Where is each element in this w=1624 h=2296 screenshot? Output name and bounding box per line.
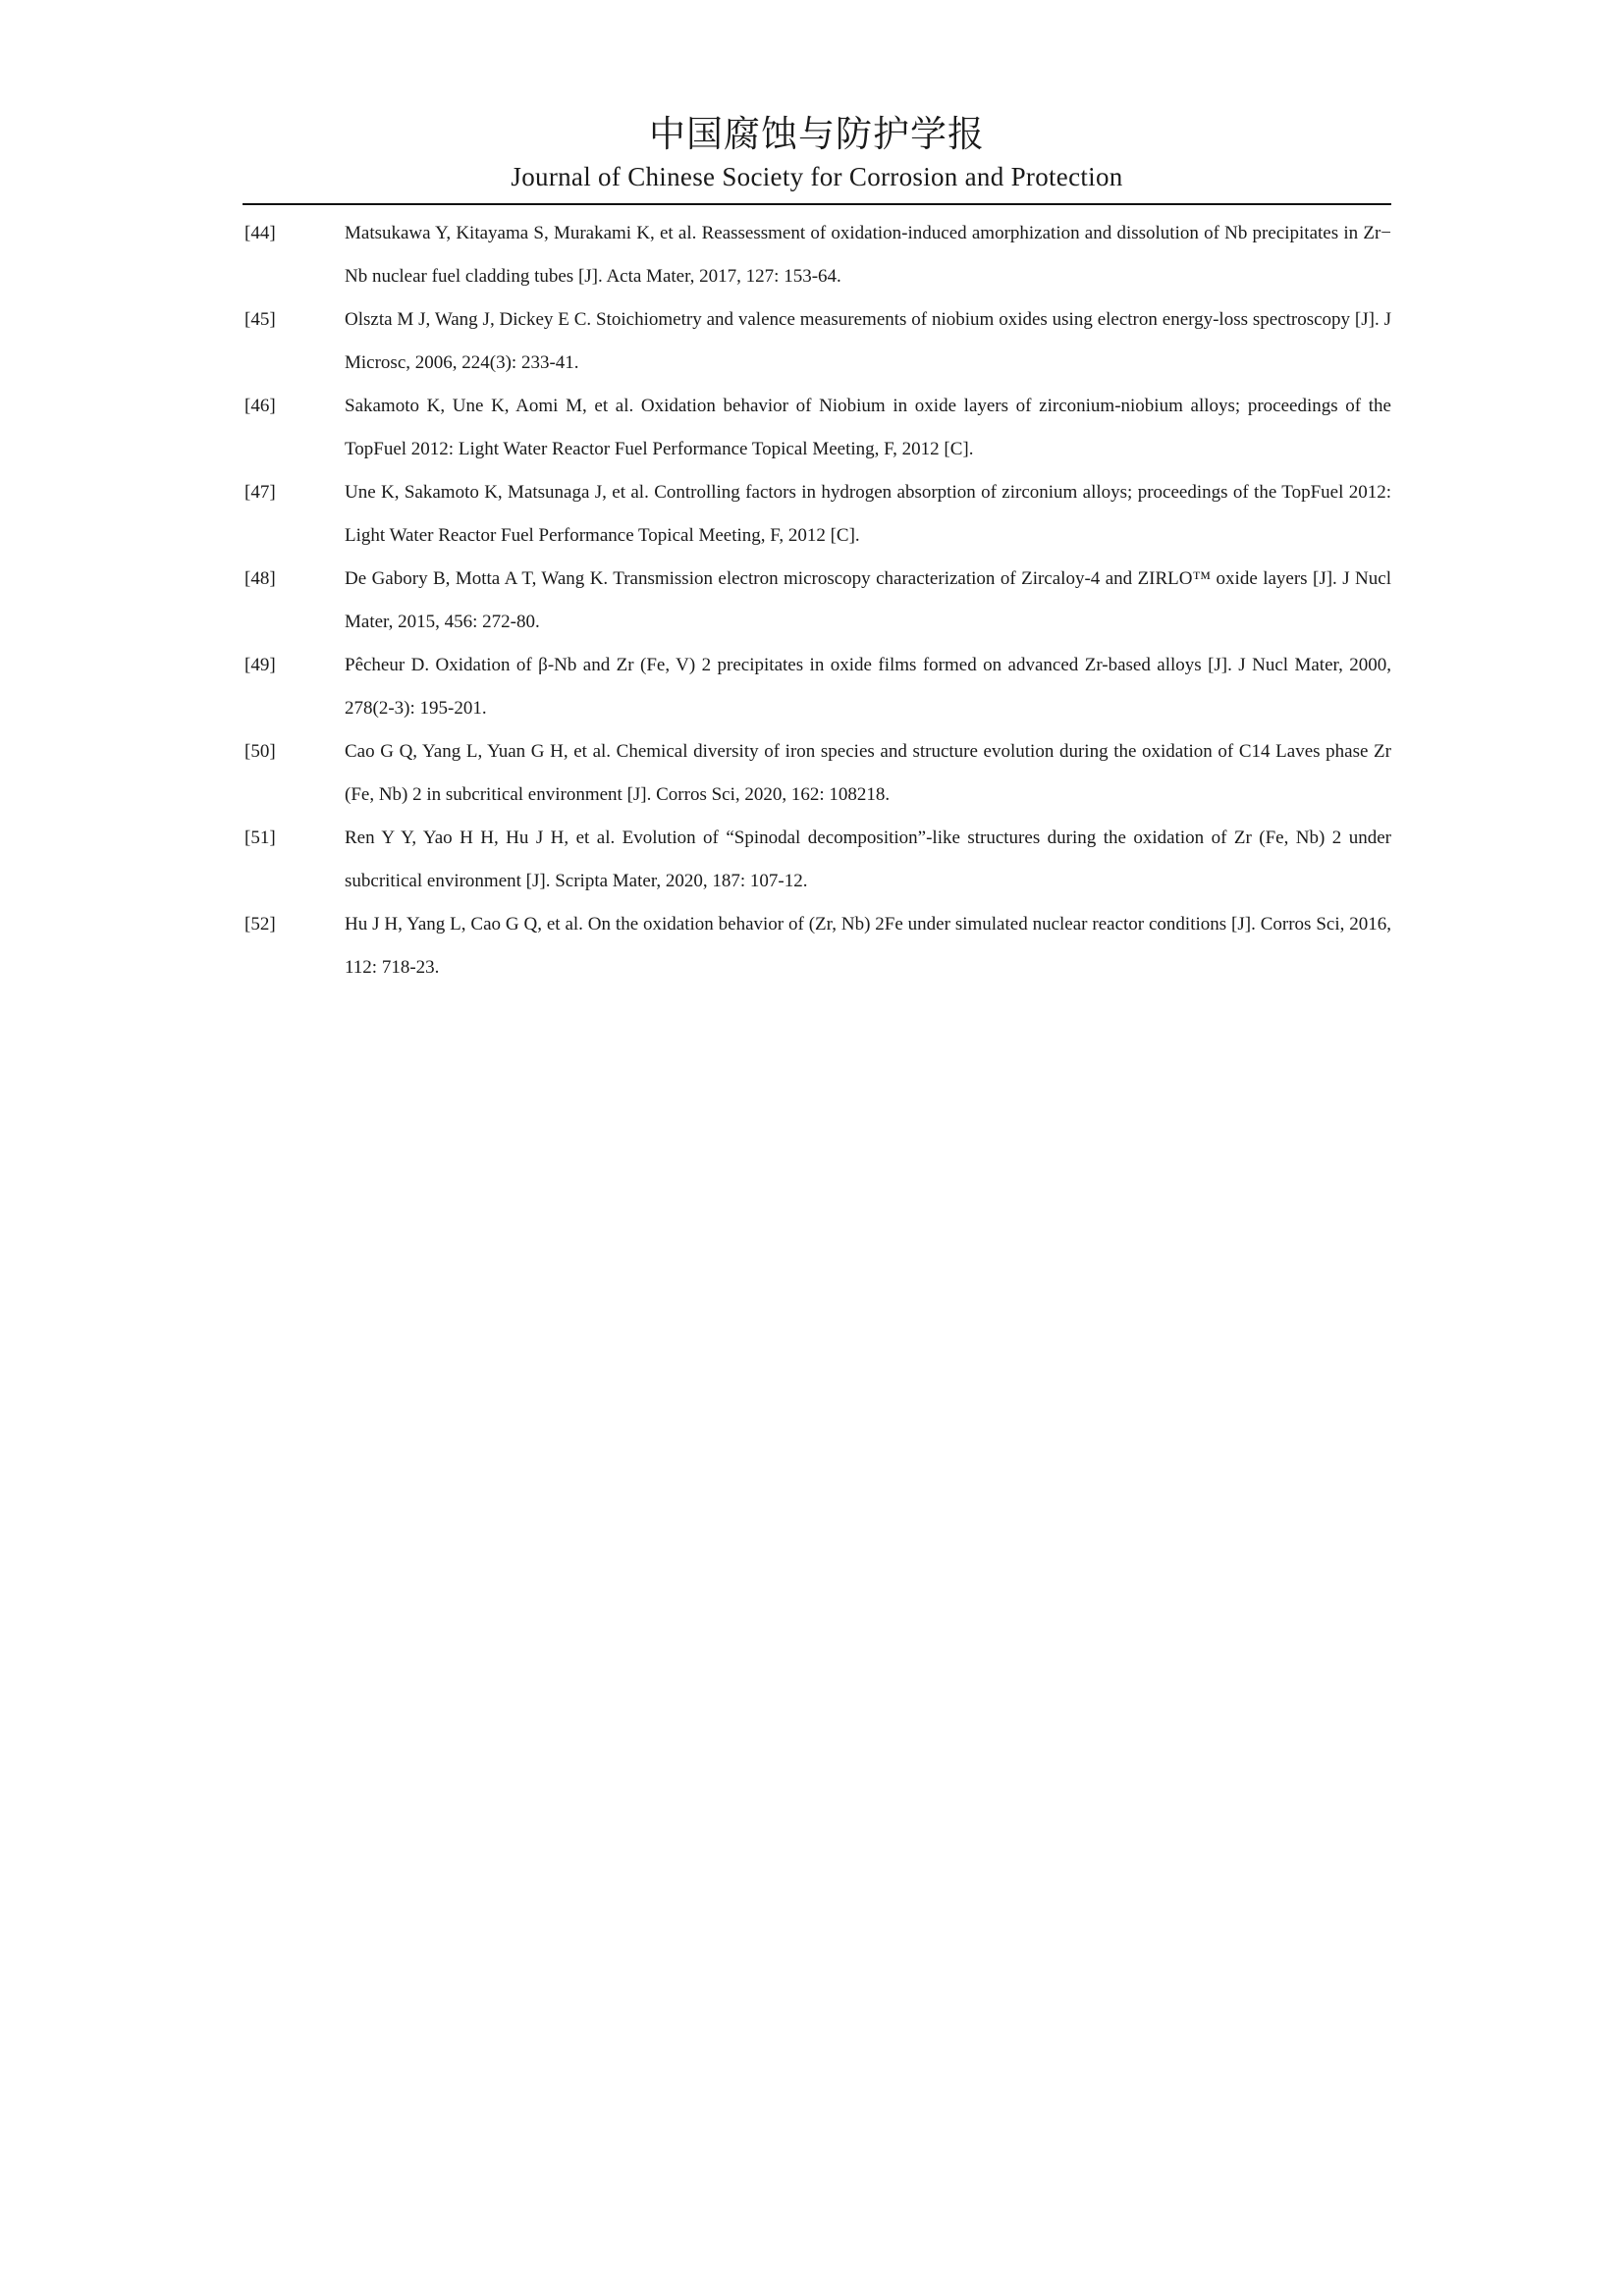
reference-number: [48] [244, 568, 276, 589]
reference-text: Pêcheur D. Oxidation of β-Nb and Zr (Fe, V) 2 precipitates in oxide films formed on advanced Zr-based alloys [J]. J Nucl Mater, 2000, 278(2-3): 195-201. [345, 655, 1391, 719]
reference-list [244, 212, 1391, 989]
reference-number: [45] [244, 309, 276, 330]
journal-title-english: Journal of Chinese Society for Corrosion and Protection [511, 162, 1123, 191]
reference-text: Ren Y Y, Yao H H, Hu J H, et al. Evolution of “Spinodal decomposition”-like structures during the oxidation of Zr (Fe, Nb) 2 under subcritical environment [J]. Scripta Mater, 2020, 187: 107-12. [345, 828, 1391, 891]
reference-number: [49] [244, 655, 276, 675]
reference-item [244, 471, 1391, 558]
header-divider [243, 203, 1391, 205]
reference-item [244, 558, 1391, 644]
reference-text: Sakamoto K, Une K, Aomi M, et al. Oxidation behavior of Niobium in oxide layers of zirconium-niobium alloys; proceedings of the TopFuel 2012: Light Water Reactor Fuel Performance Topical Meeting, F, 2012 [C]. [345, 396, 1391, 459]
reference-item [244, 730, 1391, 817]
reference-number: [47] [244, 482, 276, 503]
reference-item [244, 903, 1391, 989]
reference-item [244, 385, 1391, 471]
reference-number: [46] [244, 396, 276, 416]
reference-text: Cao G Q, Yang L, Yuan G H, et al. Chemical diversity of iron species and structure evolution during the oxidation of C14 Laves phase Zr (Fe, Nb) 2 in subcritical environment [J]. Corros Sci, 2020, 162: 108218. [345, 741, 1391, 805]
reference-text: Olszta M J, Wang J, Dickey E C. Stoichiometry and valence measurements of niobium oxides using electron energy-loss spectroscopy [J]. J Microsc, 2006, 224(3): 233-41. [345, 309, 1391, 373]
reference-number: [44] [244, 223, 276, 243]
reference-number: [51] [244, 828, 276, 848]
reference-number: [50] [244, 741, 276, 762]
reference-text: Une K, Sakamoto K, Matsunaga J, et al. Controlling factors in hydrogen absorption of zirconium alloys; proceedings of the TopFuel 2012: Light Water Reactor Fuel Performance Topical Meeting, F, 2012 [C]. [345, 482, 1391, 546]
reference-item [244, 644, 1391, 730]
reference-item [244, 298, 1391, 385]
reference-text: Hu J H, Yang L, Cao G Q, et al. On the oxidation behavior of (Zr, Nb) 2Fe under simulated nuclear reactor conditions [J]. Corros Sci, 2016, 112: 718-23. [345, 914, 1391, 978]
reference-number: [52] [244, 914, 276, 934]
reference-text: De Gabory B, Motta A T, Wang K. Transmission electron microscopy characterization of Zircaloy-4 and ZIRLO™ oxide layers [J]. J Nucl Mater, 2015, 456: 272-80. [345, 568, 1391, 632]
reference-item [244, 212, 1391, 298]
reference-text: Matsukawa Y, Kitayama S, Murakami K, et al. Reassessment of oxidation-induced amorphization and dissolution of Nb precipitates in Zr− Nb nuclear fuel cladding tubes [J]. Acta Mater, 2017, 127: 153-64. [345, 223, 1391, 287]
reference-item [244, 817, 1391, 903]
journal-title-chinese: 中国腐蚀与防护学报 [649, 113, 985, 155]
page-header [243, 110, 1391, 194]
